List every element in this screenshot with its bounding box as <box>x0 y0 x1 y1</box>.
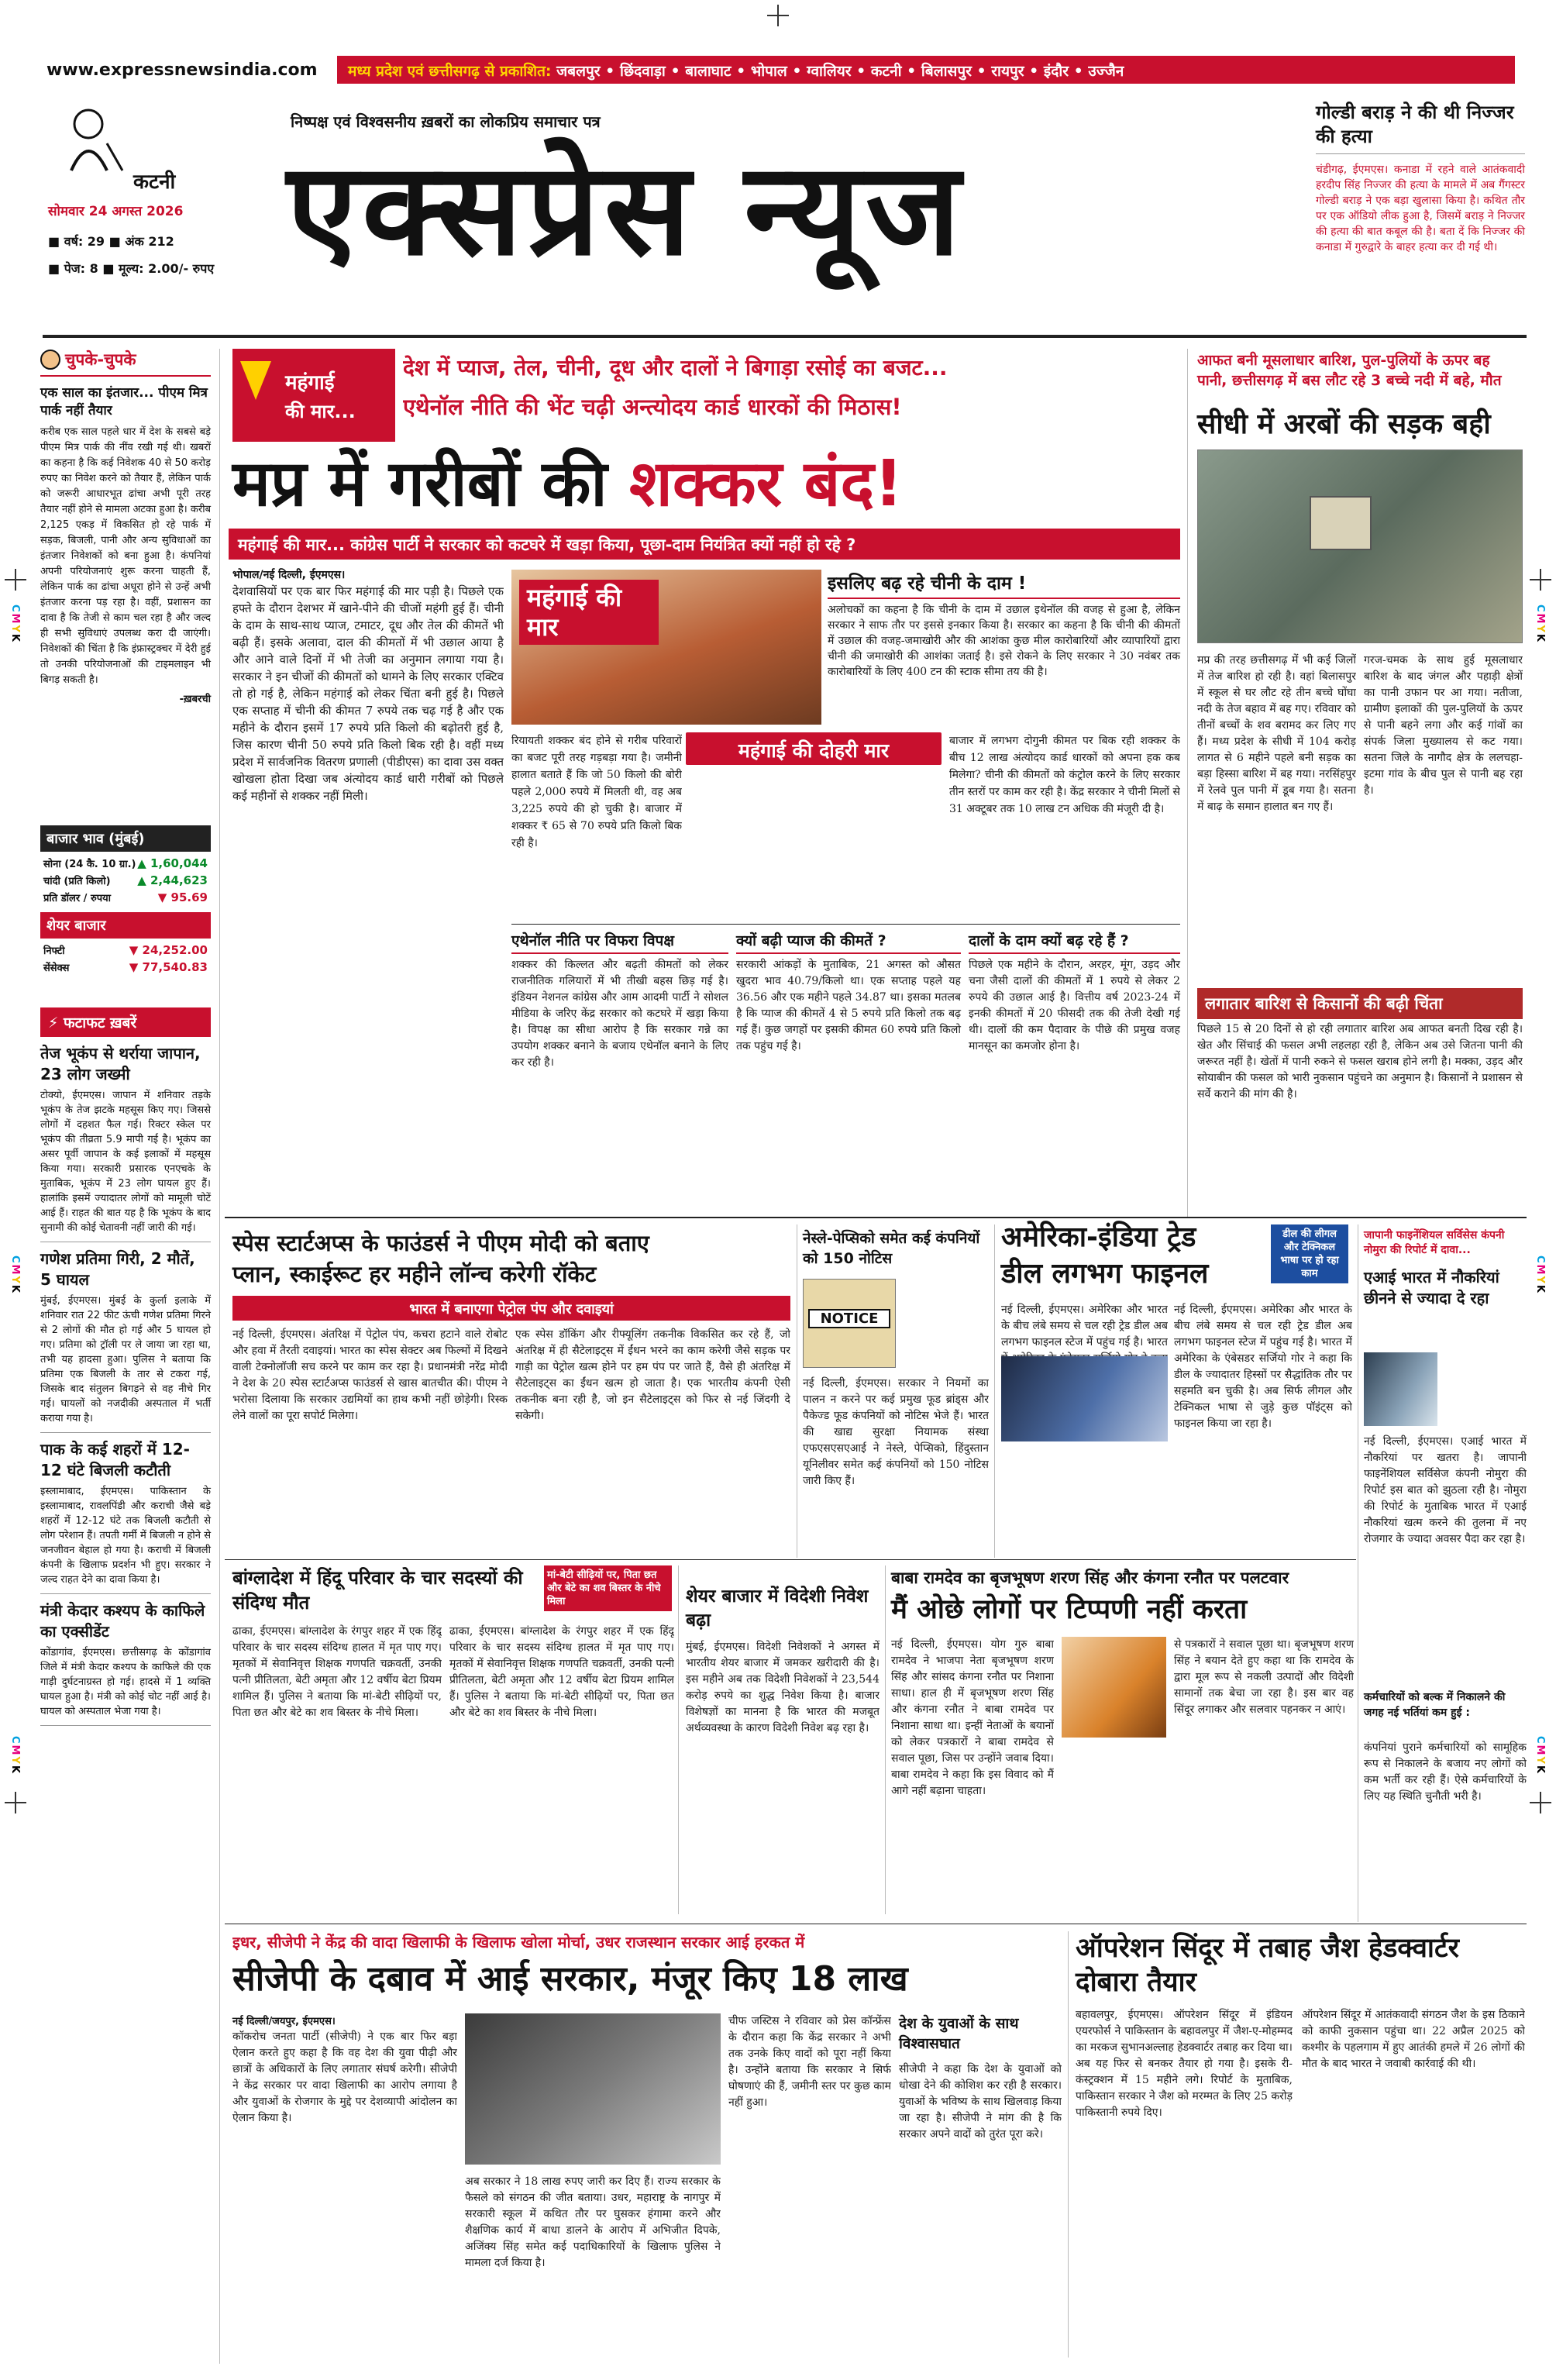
youth-body: सीजेपी ने कहा कि देश के युवाओं को धोखा देने की कोशिश कर रही है सरकार। युवाओं के भविष्य के साथ खिलवाड़ किया जा रहा है। सीजेपी ने मांग की है कि सरकार अपने वादों को तुरंत पूरा करे। <box>899 2063 1062 2141</box>
trade-body-2: नई दिल्ली, ईएमएस। अमेरिका और भारत के बीच लंबे समय से चल रही ट्रेड डील अब लगभग फाइनल स्टेज में पहुंच गई है। भारत में अमेरिका के एंबेसडर सर्जियो गोर ने कहा कि डील के ज्यादातर हिस्सों पर सैद्धांतिक तौर पर सहमति बन चुकी है। अब सिर्फ लीगल और टेक्निकल भाषा से जुड़े कुछ पॉइंट्स को फाइनल किया जा रहा है। <box>1174 1304 1352 1430</box>
gandhi-logo <box>48 101 129 174</box>
nestle-divider <box>994 1224 995 1558</box>
onion-title: क्यों बढ़ी प्याज की कीमतें ? <box>736 930 961 954</box>
sugar-box-body: अलोचकों का कहना है कि चीनी के दाम में उछाल इथेनॉल की वजह से हुआ है, लेकिन सरकार ने साफ तौर पर इससे इनकार किया है। सरकार का कहना है कि चीनी की कीमतों में उछाल की वजह-जमाखोरी और की आशंका कुछ मील कारोबारियों और व्यापारियों द्वारा चीनी की जमाखोरी की आशंका जताई है। इसे रोकने के लिए सरकार ने 30 नवंबर तक कारोबारियों के लिए 400 टन की स्टाक सीमा तय की है। <box>828 604 1180 678</box>
fatafat-headline: गणेश प्रतिमा गिरी, 2 मौतें, 5 घायल <box>40 1249 195 1289</box>
mid-rule-1 <box>225 1217 1527 1218</box>
trade-body: नई दिल्ली, ईएमएस। अमेरिका और भारत के बीच लंबे समय से चल रही ट्रेड डील अब लगभग फाइनल स्टेज में पहुंच गई है। भारत <box>1001 1304 1168 1348</box>
sugar-box-headline: इसलिए बढ़ रहे चीनी के दाम ! <box>828 570 1180 599</box>
ramdev-photo <box>1062 1637 1166 1738</box>
top-right-body: चंडीगढ़, ईएमएस। कनाडा में रहने वाले आतंकवादी हरदीप सिंह निज्जर की हत्या के मामले में अब गैंगस्टर गोल्डी बराड़ ने एक बड़ा खुलासा किया है। कथित तौर पर एक ऑडियो लीक हुआ है, जिसमें बराड़ ने निज्जर की हत्या की बात कबूल की है। बता दें कि निज्जर की कनाडा में गुरुद्वारे के बाहर हत्या कर दी गई थी। <box>1316 164 1525 253</box>
market-rows <box>40 852 211 909</box>
notice-photo <box>803 1279 896 1368</box>
market-title: बाजार भाव (मुंबई) <box>40 825 211 852</box>
lead-right-divider <box>1187 349 1188 1217</box>
share-label: सेंसेक्स <box>43 963 70 974</box>
fatafat-title: ⚡ फटाफट ख़बरें <box>40 1007 211 1037</box>
cmyk-strip-left-2: CMYK <box>9 1255 21 1294</box>
fatafat-headline: तेज भूकंप से थर्राया जापान, 23 लोग जख्मी <box>40 1044 201 1083</box>
ethanol-body: शक्कर की किल्लत और बढ़ती कीमतों को लेकर राजनीतिक गलियारों में भी तीखी बहस छिड़ गई है। इंडियन नेशनल कांग्रेस और आम आदमी पार्टी ने सोशल मीडिया के जरिए केंद्र सरकार को कटघरे में खड़ा किया है। विपक्ष का सीधा आरोप है कि सरकार गन्ने का उपयोग शक्कर बनाने के बजाय एथेनॉल बनाने के लिए कर रही है। <box>511 959 728 1069</box>
fdi-divider <box>885 1565 886 1914</box>
startup-subhead: भारत में बनाएगा पेट्रोल पंप और दवाइयां <box>232 1296 790 1321</box>
notice-label: NOTICE <box>808 1309 890 1328</box>
cmyk-strip-right-2: CMYK <box>1534 1255 1546 1294</box>
ai-headline: एआई भारत में नौकरियां छीनने से ज्यादा दे रहा <box>1364 1268 1499 1307</box>
cjp-photo <box>465 2013 721 2165</box>
fatafat-body: टोक्यो, ईएमएस। जापान में शनिवार तड़के भूकंप के तेज झटके महसूस किए गए। जिससे लोगों में दहशत फैल गई। रिक्टर स्केल पर भूकंप की तीव्रता 5.9 मापी गई है। भूकंप का असर पूर्वी जापान के कई इलाकों में महसूस किया गया। सरकारी प्रसारक एनएचके के मुताबिक, भूकंप में 23 लोग घायल हुए हैं। हालांकि इसमें ज्यादातर लोगों को मामूली चोटें आई हैं। राहत की बात यह है कि भूकंप के बाद सुनामी की कोई चेतावनी नहीं जारी की गई। <box>40 1090 211 1234</box>
registration-mark-right-bottom <box>1530 1792 1551 1813</box>
chupke-credit: -ख़बरची <box>179 694 211 705</box>
fatafat-column <box>40 1007 211 2325</box>
city-name: कटनी <box>133 170 176 194</box>
lead-headline-part1: मप्र में गरीबों की <box>232 447 630 521</box>
fatafat-body: इस्लामाबाद, ईएमएस। पाकिस्तान के इस्लामाबाद, रावलपिंडी और कराची जैसे बड़े शहरों में 12-12 घंटे तक बिजली कटौती से लोग परेशान हैं। तपती गर्मी में बिजली न होने से जनजीवन बेहाल हो गया है। कराची में बिजली कंपनी के खिलाफ प्रदर्शन भी हुए। सरकार ने जल्द राहत देने का दावा किया है। <box>40 1486 211 1586</box>
bangladesh-body-2: ढाका, ईएमएस। बांग्लादेश के रंगपुर शहर में एक हिंदू परिवार के चार सदस्य संदिग्ध हालत में मृत पाए गए। मृतकों में सेवानिवृत्त शिक्षक गणपति चक्रवर्ती, उनकी पत्नी प्रीतिलता, बेटी अमृता और 12 वर्षीय बेटा प्रियम शामिल हैं। पुलिस ने बताया कि मां-बेटी सीढ़ियों पर, पिता छत और बेटे का शव बिस्तर के नीचे मिला। <box>449 1625 674 1719</box>
sugar-box <box>828 570 1180 725</box>
market-row-2 <box>40 889 211 906</box>
lead-col-1: देशवासियों पर एक बार फिर महंगाई की मार पड़ी है। पिछले एक हफ्ते के दौरान देशभर में खाने-पीने की चीजों महंगी हुई हैं। चीनी के दाम के साथ-साथ प्याज, टमाटर, दूध और तेल की कीमतें भी बढ़ी हैं। इसके अलावा, दाल की कीमतों में भी उछाल आया है और आने वाले दिनों में भी तेजी का अनुमान लगाया गया है। सरकार ने इन चीजों की कीमतों को थामने के लिए सरकार एक्टिव तो हो गई है, लेकिन महंगाई को लेकर चिंता बनी हुई है। पिछले एक सप्ताह में चीनी की कीमत 7 रुपये तक चढ़ गई है और एक महीने के दौरान इसमें 17 रुपये प्रति किलो की बढ़ोतरी हुई है, जिस कारण चीनी 50 रुपये प्रति किलो बिक रही है। वहीं मध्य प्रदेश में सार्वजनिक वितरण प्रणाली (पीडीएस) का दावा उस वक्त खोखला होता दिखा जब अंत्योदय कार्ड धारी गरीबों को पिछले कई महीनों से शक्कर नहीं मिली। <box>232 584 504 803</box>
market-row-0 <box>40 855 211 872</box>
cjp-body: कॉकरोच जनता पार्टी (सीजेपी) ने एक बार फिर बड़ा ऐलान करते हुए कहा है कि वह देश की युवा पीढ़ी और छात्रों के अधिकारों के लिए लगातार संघर्ष करेगी। सीजेपी ने केंद्र सरकार पर वादा खिलाफी का आरोप लगाया है और युवाओं के रोजगार के मुद्दे पर देशव्यापी आंदोलन का ऐलान किया है। <box>232 2030 457 2124</box>
fatafat-item <box>40 1037 211 1242</box>
market-label: प्रति डॉलर / रुपया <box>43 893 112 904</box>
startup-col-1: नई दिल्ली, ईएमएस। अंतरिक्ष में पेट्रोल पंप, कचरा हटाने वाले रोबोट और हवा में तैरती दवाइयां। भारत का स्पेस सेक्टर अब फिल्मों में दिखने वाली टेक्नोलॉजी सच करने पर काम कर रहा है। प्रधानमंत्री नरेंद्र मोदी ने देश के 20 स्पेस स्टार्टअप्स फाउंडर्स से खास बातचीत की। पीएम ने भरोसा दिलाया कि सरकार उद्यमियों का हाथ कभी नहीं छोड़ेगी। रिस्क लेने वालों का पूरा सपोर्ट मिलेगा। <box>232 1328 508 1422</box>
youth-headline: देश के युवाओं के साथ विश्वासघात <box>899 2015 1019 2052</box>
farmer-title: लगातार बारिश से किसानों की बढ़ी चिंता <box>1197 988 1523 1019</box>
handshake-photo <box>1001 1356 1168 1441</box>
chupke-label: चुपके-चुपके <box>40 349 211 377</box>
bangladesh-badge: मां-बेटी सीढ़ियों पर, पिता छत और बेटे का शव बिस्तर के नीचे मिला <box>544 1565 672 1611</box>
cmyk-strip-left: CMYK <box>9 604 21 643</box>
ai-photo <box>1364 1352 1437 1426</box>
share-rows <box>40 939 211 979</box>
ramdev-body-2: से पत्रकारों ने सवाल पूछा था। बृजभूषण शरण सिंह ने बयान देते हुए कहा था कि रामदेव के द्वारा मूल रूप से नकली उत्पादों और विदेशी सामानों तक बेचा जा रहा है। इस बार वह सिंदूर लगाकर और सलवार पहनकर न आएं। <box>1174 1638 1354 1716</box>
lead-mid-rule <box>511 924 1180 925</box>
rain-kicker: आफत बनी मूसलाधार बारिश, पुल-पुलियों के ऊपर बह पानी, छत्तीसगढ़ में बस लौट रहे 3 बच्चे नदी में बहे, मौत <box>1197 352 1502 389</box>
tagline: निष्पक्ष एवं विश्वसनीय ख़बरों का लोकप्रिय समाचार पत्र <box>291 112 601 131</box>
cmyk-strip-right-3: CMYK <box>1534 1736 1546 1775</box>
flood-photo-bus <box>1310 496 1372 550</box>
sindoor-body-2: ऑपरेशन सिंदूर में आतंकवादी संगठन जैश के इस ठिकाने को काफी नुकसान पहुंचा था। 22 अप्रैल 2025 को कश्मीर के पहलगाम में हुए आतंकी हमले में 26 लोगों की मौत के बाद भारत ने जवाबी कार्रवाई की थी। <box>1302 2009 1525 2070</box>
fdi-headline: शेयर बाजार में विदेशी निवेश बढ़ा <box>686 1586 869 1631</box>
registration-mark-top <box>767 5 789 26</box>
rain-body-2: गरज-चमक के साथ हुई मूसलाधार बारिश के बाद जंगल और पहाड़ी क्षेत्रों का पानी उफान पर आ गया। नतीजा, ग्रामीण इलाकों की पुल-पुलियों के ऊपर से पानी बहने लगा और कई गांवों का संपर्क जिला मुख्यालय से कट गया। सतना जिले के नागौद क्षेत्र के ललचहा-इटमा गांव के बीच पुल से पानी बह रहा है। <box>1364 654 1523 797</box>
masthead-rule <box>43 335 1527 338</box>
startup-headline-2: प्लान, स्काईरूट हर महीने लॉन्च करेगी रॉकेट <box>232 1261 597 1287</box>
cjp-kicker: इधर, सीजेपी ने केंद्र की वादा खिलाफी के खिलाफ खोला मोर्चा, उधर राजस्थान सरकार आई हरकत में <box>232 1933 805 1951</box>
ramdev-body: नई दिल्ली, ईएमएस। योग गुरु बाबा रामदेव ने भाजपा नेता बृजभूषण शरण सिंह और सांसद कंगना रनौत पर निशाना साधा। हाल ही में बृजभूषण शरण सिंह और कंगना रनौत ने बाबा रामदेव पर निशाना साधा था। इन्हीं नेताओं के बयानों को लेकर पत्रकारों ने बाबा रामदेव से सवाल पूछा, जिस पर उन्होंने जवाब दिया। बाबा रामदेव ने कहा कि इस विवाद को मैं आगे नहीं बढ़ाना चाहता। <box>891 1638 1054 1797</box>
left-col-divider <box>219 349 220 2364</box>
share-title: शेयर बाजार <box>40 912 211 939</box>
lead-col-2: रियायती शक्कर बंद होने से गरीब परिवारों का बजट पूरी तरह गड़बड़ा गया है। जमीनी हालात बताते हैं कि जो 50 किलो की बोरी पहले 2,000 रुपये में मिलती थी, वह अब 3,225 रुपये की हो चुकी है। बाजार में शक्कर ₹ 65 से 70 रुपये प्रति किलो बिक रही है। <box>511 735 682 849</box>
lead-dateline: भोपाल/नई दिल्ली, ईएमएस। <box>232 569 346 581</box>
lead-kicker-1: देश में प्याज, तेल, चीनी, दूध और दालों ने बिगाड़ा रसोई का बजट... <box>403 355 948 381</box>
onion-body: सरकारी आंकड़ों के मुताबिक, 21 अगस्त को औसत खुदरा भाव 40.79/किलो था। एक सप्ताह पहले यह 36.56 और एक महीने पहले 34.87 था। इसका मतलब है कि प्याज की कीमतें 4 से 5 रुपये प्रति किलो तक बढ़ गई हैं। कुछ जगहों पर इसकी कीमत 60 रुपये प्रति किलो तक पहुंच गई है। <box>736 959 961 1052</box>
ramdev-headline: मैं ओछे लोगों पर टिप्पणी नहीं करता <box>891 1594 1248 1625</box>
lead-label-top: महंगाई <box>285 371 335 394</box>
fatafat-item <box>40 1433 211 1594</box>
market-value: ▲ 2,44,623 <box>137 873 208 887</box>
share-value: ▼ 24,252.00 <box>129 943 208 957</box>
cjp-headline: सीजेपी के दबाव में आई सरकार, मंजूर किए 18 लाख <box>232 1959 908 1999</box>
market-value: ▼ 95.69 <box>157 890 208 904</box>
editions-bar <box>337 56 1515 84</box>
mid-rule-2 <box>225 1559 1356 1560</box>
chupke-column <box>40 349 211 814</box>
cjp-body-2: अब सरकार ने 18 लाख रुपए जारी कर दिए हैं। राज्य सरकार के फैसले को संगठन की जीत बताया। उधर, महाराष्ट्र के नागपुर में सरकारी स्कूल में कथित तौर पर घुसकर हंगामा करने और शैक्षणिक कार्य में बाधा डालने के आरोप में अभिजीत दिपके, अजिंक्य सिंह समेत कई पदाधिकारियों के खिलाफ पुलिस ने मामला दर्ज किया है। <box>465 2175 721 2269</box>
editions-label: मध्य प्रदेश एवं छत्तीसगढ़ से प्रकाशित: <box>348 63 552 80</box>
lead-label <box>232 349 395 442</box>
lightning-icon: ⚡ <box>48 1014 59 1032</box>
nestle-body: नई दिल्ली, ईएमएस। सरकार ने नियमों का पालन न करने पर कई प्रमुख फूड ब्रांड्स और पैकेज्ड फूड कंपनियों को नोटिस भेजे हैं। भारत की खाद्य सुरक्षा नियामक संस्था एफएसएसएआई ने नेस्ले, पेप्सिको, हिंदुस्तान यूनिलीवर समेत कई कंपनियों को 150 नोटिस जारी किए हैं। <box>803 1377 989 1487</box>
pages-price: ■ पेज: 8 ■ मूल्य: 2.00/- रुपए <box>48 261 215 276</box>
market-label: सोना (24 कै. 10 ग्रा.) <box>43 859 136 870</box>
trade-headline-2: डील लगभग फाइनल <box>1001 1258 1209 1290</box>
editions-list: जबलपुर • छिंदवाड़ा • बालाघाट • भोपाल • ग्वालियर • कटनी • बिलासपुर • रायपुर • इंदौर • उज्जैन <box>556 63 1124 80</box>
lead-label-bottom: की मार... <box>285 401 356 422</box>
sindoor-headline: ऑपरेशन सिंदूर में तबाह जैश हेडक्वार्टर दोबारा तैयार <box>1076 1933 1459 1998</box>
farmer-body: पिछले 15 से 20 दिनों से हो रही लगातार बारिश अब आफत बनती दिख रही है। खेत और सिंचाई की फसल अभी लहलहा रही है, लेकिन अब उसे जितना पानी की जरूरत नहीं है। खेतों में पानी रुकने से फसल खराब होने लगी है। मक्का, उड़द और सोयाबीन की फसल को भारी नुकसान पहुंचने का अनुमान है। किसानों ने प्रशासन से सर्वे कराने की मांग की है। <box>1197 1023 1523 1100</box>
fatafat-body: कोंडागांव, ईएमएस। छत्तीसगढ़ के कोंडागांव जिले में मंत्री केदार कश्यप के काफिले की एक गाड़ी दुर्घटनाग्रस्त हो गई। हादसे में 1 व्यक्ति घायल हुआ है। मंत्री को कोई चोट नहीं आई है। घायल को अस्पताल भेजा गया है। <box>40 1647 211 1717</box>
startup-col-2: एक स्पेस डॉकिंग और रीफ्यूलिंग तकनीक विकसित कर रहे हैं, जो अंतरिक्ष में ही सैटेलाइट्स में ईंधन भरने का काम करेगी जैसे सड़क पर गाड़ी का पेट्रोल खत्म होने पर हम पंप पर जाते हैं, वैसे ही अंतरिक्ष में सैटेलाइट्स का ईंधन खत्म हो जाता है। एक भारतीय कंपनी ऐसी तकनीक बना रही है, जो इन सैटेलाइट्स को फिर से नई जिंदगी दे सकेगी। <box>515 1328 790 1422</box>
fatafat-body: मुंबई, ईएमएस। मुंबई के कुर्ला इलाके में शनिवार रात 22 फीट ऊंची गणेश प्रतिमा गिरने से 2 लोगों की मौत हो गई और 5 घायल हो गए। प्रतिमा को ट्रॉली पर ले जाया जा रहा था, तभी यह हादसा हुआ। पुलिस ने बताया कि प्रतिमा एक बिजली के तार से टकरा गई, जिसके बाद संतुलन बिगड़ने से वह नीचे गिर गई। घायलों को नजदीकी अस्पताल में भर्ती कराया गया है। <box>40 1295 211 1424</box>
dal-box <box>969 930 1180 1209</box>
down-arrow-icon <box>240 361 271 400</box>
trade-badge: डील की लीगल और टेक्निकल भाषा पर हो रहा काम <box>1271 1224 1348 1283</box>
dal-body: पिछले एक महीने के दौरान, अरहर, मूंग, उड़द और चना जैसी दालों की कीमतों में 1 रुपये से लेकर 2 रुपये की उछाल आई है। वित्तीय वर्ष 2023-24 में इनकी कीमतों में 20 फीसदी तक की तेजी देखी गई थी। दालों की कम पैदावार के पीछे की प्रमुख वजह मानसून का कमजोर होना है। <box>969 959 1180 1052</box>
bangladesh-body: ढाका, ईएमएस। बांग्लादेश के रंगपुर शहर में एक हिंदू परिवार के चार सदस्य संदिग्ध हालत में मृत पाए गए। मृतकों में सेवानिवृत्त शिक्षक गणपति चक्रवर्ती, उनकी पत्नी प्रीतिलता, बेटी अमृता और 12 वर्षीय बेटा प्रियम शामिल हैं। पुलिस ने बताया कि मां-बेटी सीढ़ियों पर, पिता छत और बेटे का शव बिस्तर के नीचे मिला। <box>232 1625 442 1719</box>
sindoor-body: बहावलपुर, ईएमएस। ऑपरेशन सिंदूर में इंडियन एयरफोर्स ने पाकिस्तान के बहावलपुर में जैश-ए-मोहम्मद का मरकज सुभानअल्लाह हेडक्वार्टर तबाह कर दिया था। अब यह फिर से बनकर तैयार हो गया है। इसके री-कंस्ट्रक्शन में 15 महीने लगे। रिपोर्ट के मुताबिक, पाकिस्तान सरकार ने जैश को मरम्मत के लिए 25 करोड़ पाकिस्तानी रुपये दिए। <box>1076 2009 1293 2119</box>
share-value: ▼ 77,540.83 <box>129 960 208 974</box>
ai-sub-title: कर्मचारियों को बल्क में निकालने की जगह नई भर्तियां कम हुई : <box>1364 1691 1506 1719</box>
trade-headline-1: अमेरिका-इंडिया ट्रेड <box>1001 1221 1196 1253</box>
nestle-headline: नेस्ले-पेप्सिको समेत कई कंपनियों को 150 नोटिस <box>803 1230 980 1267</box>
year-issue: ■ वर्ष: 29 ■ अंक 212 <box>48 234 174 249</box>
lead-col-3: बाजार में लगभग दोगुनी कीमत पर बिक रही शक्कर के बीच 12 लाख अंत्योदय कार्ड धारकों को अपना हक कब मिलेगा? चीनी की कीमतों को कंट्रोल करने के लिए सरकार तीन स्तरों पर काम कर रही है। केंद्र सरकार ने चीनी मिलों से 31 अक्टूबर तक 10 लाख टन अधिक की मंजूरी दी है। <box>949 735 1180 815</box>
cjp-body-3: चीफ जस्टिस ने रविवार को प्रेस कॉन्फ्रेंस के दौरान कहा कि केंद्र सरकार ने अभी तक उनके किए वादों को पूरा नहीं किया है। उन्होंने बताया कि सरकार ने सिर्फ घोषणाएं की हैं, जमीनी स्तर पर कुछ काम नहीं हुआ। <box>728 2015 891 2109</box>
cmyk-strip-left-3: CMYK <box>9 1736 21 1775</box>
rain-headline: सीधी में अरबों की सड़क बही <box>1197 408 1491 440</box>
startup-headline-1: स्पेस स्टार्टअप्स के फाउंडर्स ने पीएम मोदी को बताए <box>232 1230 649 1256</box>
market-row-1 <box>40 872 211 889</box>
share-row-0 <box>40 942 211 959</box>
lead-subhead: महंगाई की मार... कांग्रेस पार्टी ने सरकार को कटघरे में खड़ा किया, पूछा-दाम नियंत्रित क्यों नहीं हो रहे ? <box>229 529 1180 560</box>
bangladesh-headline: बांग्लादेश में हिंदू परिवार के चार सदस्यों की संदिग्ध मौत <box>232 1567 523 1614</box>
ethanol-box <box>511 930 728 1209</box>
fdi-body: मुंबई, ईएमएस। विदेशी निवेशकों ने अगस्त में भारतीय शेयर बाजार में जमकर खरीदारी की है। इस महीने अब तक विदेशी निवेशकों ने 23,544 करोड़ रुपये का शुद्ध निवेश किया है। बाजार विशेषज्ञों का मानना है कि भारत की मजबूत अर्थव्यवस्था के कारण विदेशी निवेश बढ़ रहा है। <box>686 1641 880 1734</box>
chupke-body: करीब एक साल पहले धार में देश के सबसे बड़े पीएम मित्र पार्क की नींव रखी गई थी। खबरों का कहना है कि कई निवेशक 40 से 50 करोड़ रुपए का निवेश करने को तैयार हैं, लेकिन पार्क को जरूरी आधारभूत ढांचा अभी पूरी तरह तैयार नहीं होने से मामला अटका हुआ है। करीब 2,125 एकड़ में विकसित हो रहे पार्क में सड़क, बिजली, पानी और अन्य सुविधाओं का इंतजार निवेशकों को बना हुआ है। कंपनियां अपनी परियोजनाएं शुरू करना चाहती हैं, लेकिन पार्क का ढांचा अधूरा होने से उन्हें अभी इंतजार करना पड़ रहा है। वहीं, प्रशासन का दावा है कि तेजी से काम चल रहा है और जल्द ही सभी सुविधाएं उपलब्ध करा दी जाएंगी। निवेशकों की चिंता है कि इंफ्रास्ट्रक्चर में देरी हुई तो उनकी परियोजनाओं की टाइमलाइन भी बिगड़ सकती है। <box>40 426 211 686</box>
onion-box <box>736 930 961 1209</box>
share-row-1 <box>40 959 211 976</box>
fatafat-headline: पाक के कई शहरों में 12-12 घंटे बिजली कटौती <box>40 1440 190 1479</box>
fatafat-headline: मंत्री केदार कश्यप के काफिले का एक्सीडेंट <box>40 1601 205 1641</box>
dual-headline: महंगाई की दोहरी मार <box>686 732 942 765</box>
market-label: चांदी (प्रति किलो) <box>43 876 111 887</box>
cmyk-strip-right: CMYK <box>1534 604 1546 643</box>
fatafat-item <box>40 1594 211 1726</box>
market-value: ▲ 1,60,044 <box>137 856 208 870</box>
fatafat-items <box>40 1037 211 1726</box>
lead-headline-part2: शक्कर बंद! <box>629 447 904 521</box>
issue-date: सोमवार 24 अगस्त 2026 <box>48 204 184 219</box>
ai-sub-body: कंपनियां पुराने कर्मचारियों को सामूहिक रूप से निकालने के बजाय नए लोगों को कम भर्ती कर रही हैं। ऐसे कर्मचारियों के लिए यह स्थिति चुनौती भरी है। <box>1364 1741 1527 1803</box>
registration-mark-left-bottom <box>5 1792 26 1813</box>
ramdev-kicker: बाबा रामदेव का बृजभूषण शरण सिंह और कंगना रनौत पर पलटवार <box>891 1569 1289 1587</box>
website-url[interactable]: www.expressnewsindia.com <box>46 60 318 80</box>
top-right-story <box>1316 101 1525 325</box>
lead-kicker-2: एथेनॉल नीति की भेंट चढ़ी अन्त्योदय कार्ड धारकों की मिठास! <box>403 394 902 420</box>
chupke-headline: एक साल का इंतजार... पीएम मित्र पार्क नहीं तैयार <box>40 385 208 418</box>
ethanol-title: एथेनॉल नीति पर विफरा विपक्ष <box>511 930 728 954</box>
ai-kicker: जापानी फाइनेंशियल सर्विसेस कंपनी नोमुरा की रिपोर्ट में दावा... <box>1364 1229 1505 1256</box>
cjp-dateline: नई दिल्ली/जयपुर, ईएमएस। <box>232 2016 336 2027</box>
rain-body: मप्र की तरह छत्तीसगढ़ में भी कई जिलों में तेज बारिश हो रही है। वहां बिलासपुर में स्कूल से घर लौट रहे तीन बच्चे घोंघा नदी के तेज बहाव में बह गए। रविवार को तीनों बच्चों के शव बरामद कर लिए गए हैं। मध्य प्रदेश के सीधी में 104 करोड़ लागत से 6 महीने पहले बनी सड़क का बड़ा हिस्सा बारिश में बह गया। नरसिंहपुर में रेलवे पुल पानी में डूब गया है। सतना में बाढ़ के समान हालात बन गए हैं। <box>1197 654 1356 813</box>
registration-mark-left <box>5 569 26 591</box>
share-label: निफ्टी <box>43 945 65 957</box>
top-right-headline: गोल्डी बराड़ ने की थी निज्जर की हत्या <box>1316 101 1525 154</box>
lead-headline <box>232 446 1178 523</box>
dal-title: दालों के दाम क्यों बढ़ रहे हैं ? <box>969 930 1180 954</box>
bangladesh-divider <box>678 1565 679 1914</box>
ai-body: नई दिल्ली, ईएमएस। एआई भारत में नौकरियां पर खतरा है। जापानी फाइनेंशियल सर्विसेज कंपनी नोमुरा की रिपोर्ट इस बात को झुठला रही है। नोमुरा की रिपोर्ट के मुताबिक भारत में एआई नौकरियां खत्म करने की तुलना में नए रोजगार के ज्यादा अवसर पैदा कर रहा है। <box>1364 1435 1527 1545</box>
inflation-photo-label: महंगाई की मार <box>519 580 659 645</box>
cjp-divider <box>1068 1931 1069 2358</box>
newspaper-title: एक्सप्रेस न्यूज <box>287 135 966 284</box>
fatafat-item <box>40 1242 211 1433</box>
registration-mark-right <box>1530 569 1551 591</box>
face-icon <box>40 350 60 370</box>
